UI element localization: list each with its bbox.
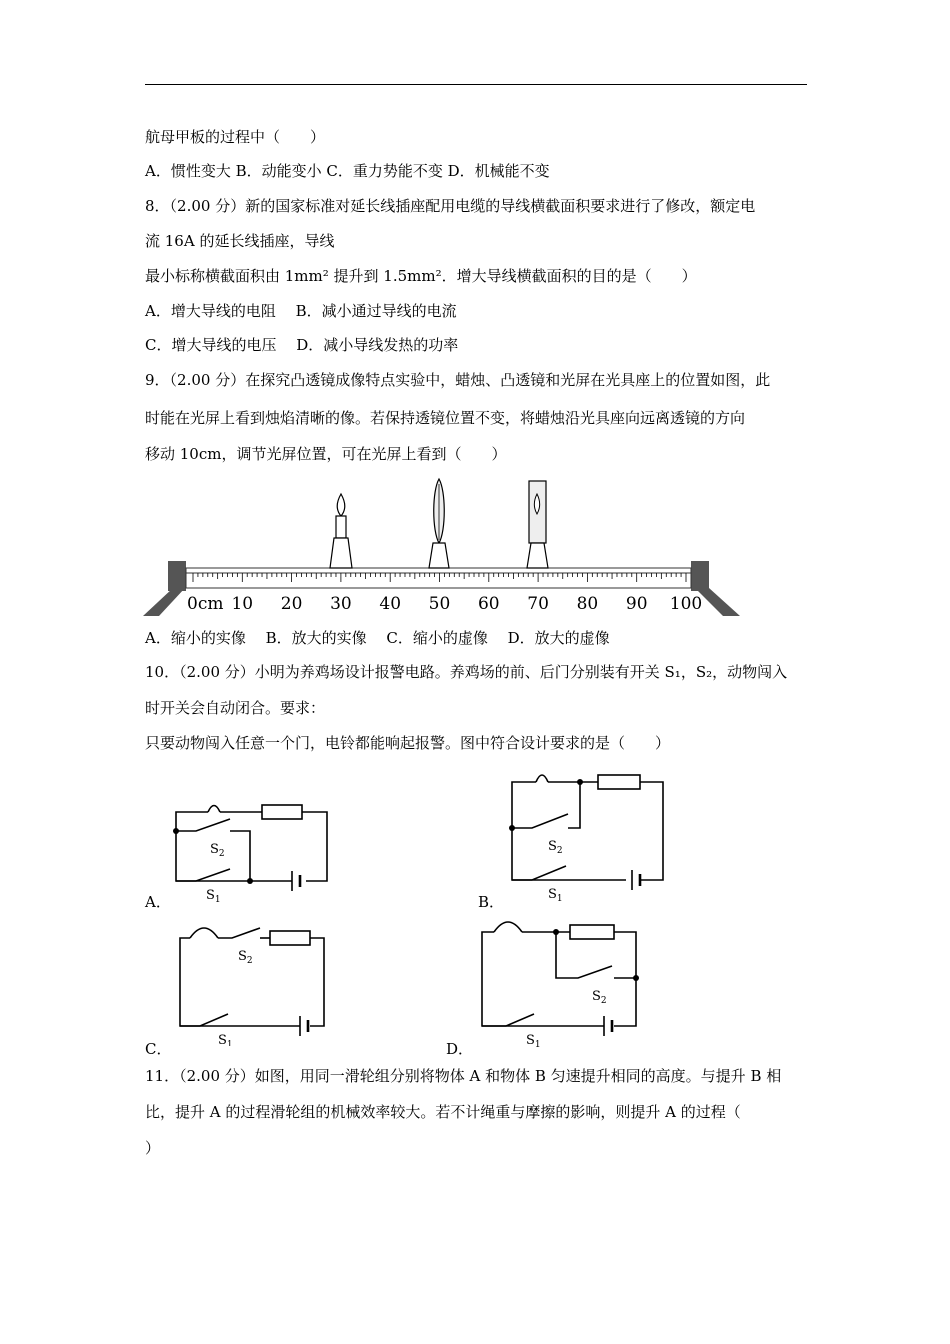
light-screen: [527, 481, 548, 568]
s2-label: $S_2$: [548, 839, 563, 856]
option-c-label: C．: [145, 1040, 172, 1058]
bench-label: 90: [625, 594, 648, 614]
q10-stem-line1: 10．（2.00 分）小明为养鸡场设计报警电路。养鸡场的前、后门分别装有开关 S₁，S₂，动物闯入: [145, 663, 788, 681]
circuit-a: [172, 795, 332, 905]
s1-label: $S_1$: [206, 888, 221, 905]
bench-label: 50: [428, 594, 451, 614]
q9-stem-line3: 移动 10cm，调节光屏位置，可在光屏上看到（ ）: [145, 445, 507, 463]
q8-options-ab: A．增大导线的电阻 B．减小通过导线的电流: [145, 302, 457, 320]
header-rule: [145, 84, 807, 85]
circuit-d: [478, 908, 648, 1048]
circuit-b: [508, 762, 673, 902]
q10-stem-line3: 只要动物闯入任意一个门，电铃都能响起报警。图中符合设计要求的是（ ）: [145, 734, 671, 752]
q11-stem-line2: 比，提升 A 的过程滑轮组的机械效率较大。若不计绳重与摩擦的影响，则提升 A 的过程（: [145, 1103, 741, 1121]
q8-options-cd: C．增大导线的电压 D．减小导线发热的功率: [145, 336, 459, 354]
bench-right-end: [691, 561, 709, 591]
option-b-label: B．: [478, 893, 505, 911]
bench-label: 30: [330, 594, 352, 614]
bench-label: 40: [379, 594, 402, 614]
q7-stem-tail: 航母甲板的过程中（ ）: [145, 128, 326, 146]
q10-stem-line2: 时开关会自动闭合。要求：: [145, 699, 326, 717]
q9-options: A．缩小的实像 B．放大的实像 C．缩小的虚像 D．放大的虚像: [145, 629, 610, 647]
q11-stem-line1: 11．（2.00 分）如图，用同一滑轮组分别将物体 A 和物体 B 匀速提升相同的高度。与提升 B 相: [145, 1067, 782, 1085]
s1-label: $S_1$: [526, 1033, 541, 1048]
candle: [330, 494, 352, 568]
bench-label: 20: [280, 594, 303, 614]
q8-stem-line1: 8．（2.00 分）新的国家标准对延长线插座配用电缆的导线横截面积要求进行了修改，额定电: [145, 197, 756, 215]
s1-label: $S_1$: [218, 1033, 233, 1046]
option-a-label: A．: [145, 893, 171, 911]
q7-options: A．惯性变大 B．动能变小 C．重力势能不变 D．机械能不变: [145, 162, 550, 180]
q11-stem-line3: ）: [145, 1139, 161, 1157]
bench-left-end: [168, 561, 186, 591]
bench-label: 60: [477, 594, 500, 614]
bench-label: 80: [576, 594, 599, 614]
s2-label: $S_2$: [210, 842, 225, 859]
q8-stem-line3: 最小标称横截面积由 1mm² 提升到 1.5mm²．增大导线横截面积的目的是（ ）: [145, 267, 697, 285]
s2-label: $S_2$: [592, 989, 607, 1006]
bench-rail-top: [186, 568, 691, 573]
circuit-c: [176, 918, 336, 1046]
q9-stem-line2: 时能在光屏上看到烛焰清晰的像。若保持透镜位置不变，将蜡烛沿光具座向远离透镜的方向: [145, 409, 746, 427]
bench-label: 70: [527, 594, 549, 614]
bench-label: 0cm: [187, 594, 224, 614]
s1-label: $S_1$: [548, 887, 563, 902]
bench-label: 10: [231, 594, 254, 614]
s2-label: $S_2$: [238, 949, 253, 966]
bench-label: 100: [669, 594, 703, 614]
bench-left-foot: [143, 588, 185, 616]
convex-lens: [429, 479, 449, 568]
q9-stem-line1: 9．（2.00 分）在探究凸透镜成像特点实验中，蜡烛、凸透镜和光屏在光具座上的位置如图，此: [145, 371, 771, 389]
bench-labels: [187, 594, 702, 614]
q8-stem-line2: 流 16A 的延长线插座，导线: [145, 232, 335, 250]
optical-bench-figure: [143, 476, 740, 624]
option-d-label: D．: [446, 1040, 474, 1058]
